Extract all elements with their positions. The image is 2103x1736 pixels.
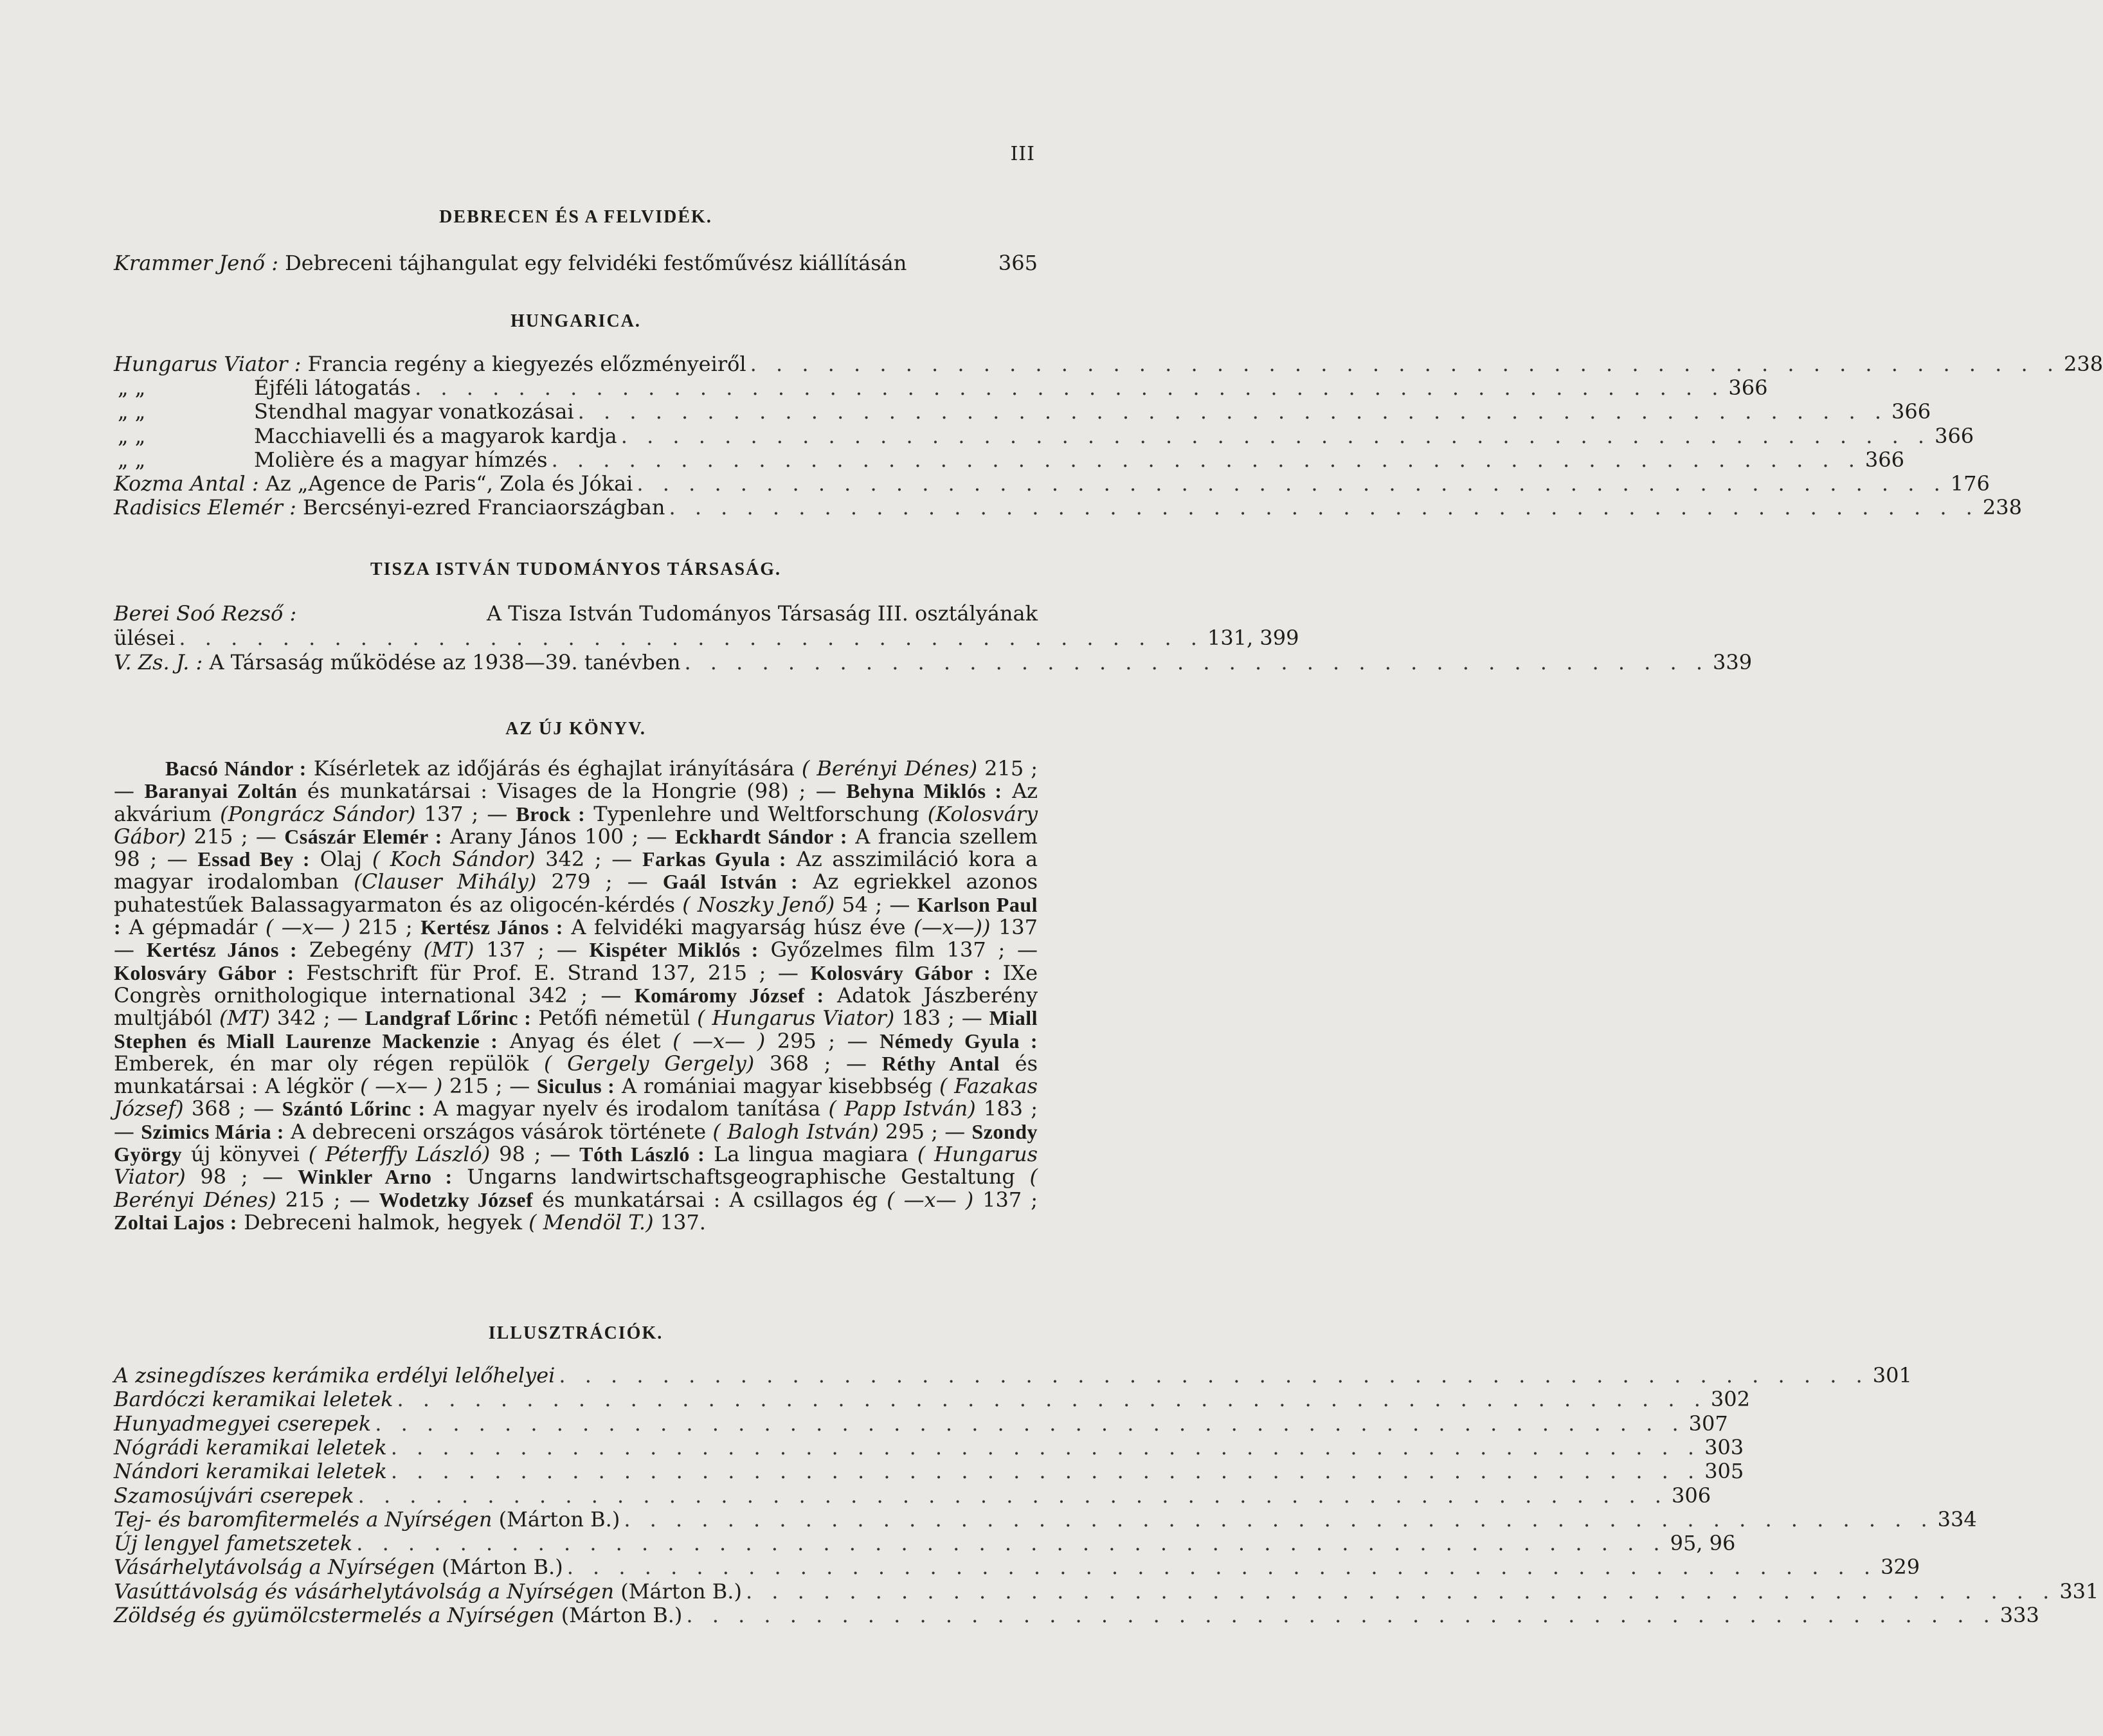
entry-page: 238 xyxy=(2064,352,2103,376)
review-page: 98 ; — xyxy=(490,1142,580,1167)
entry-author: Kozma Antal : xyxy=(114,471,259,496)
illustration-page: 307 xyxy=(1688,1411,1728,1436)
entry-page: 238 xyxy=(1982,495,2022,520)
illustration-entry: A zsinegdíszes kerámika erdélyi lelőhelyei . . . . . . . . . . . . . . . . . . . . . . . . . . . . . . . . . . . . . . . . . . . . . . . . . . . 301 xyxy=(114,1363,1912,1388)
review-page: 342 ; — xyxy=(270,1006,365,1031)
toc-entry: „ „ Éjféli látogatás . . . . . . . . . . . . . . . . . . . . . . . . . . . . . . . . . . . . . . . . . . . . . . . . . . . 366 xyxy=(114,375,1038,400)
review-book: Szimics Mária : xyxy=(141,1119,284,1143)
entry-author: V. Zs. J. : xyxy=(114,650,203,674)
review-text: Az asszimiláció kora a magyar irodalomban xyxy=(114,847,1038,894)
illustration-title: Tej- és baromfitermelés a Nyírségen xyxy=(114,1506,492,1532)
illustration-title: Vasúttávolság és vásárhelytávolság a Nyírségen xyxy=(114,1578,615,1604)
review-page: 137 ; xyxy=(973,1187,1038,1212)
section-heading-illusztraciok: ILLUSZTRÁCIÓK. xyxy=(488,1323,663,1343)
book-reviews-paragraph xyxy=(114,757,1038,1234)
review-text: Emberek, én mar oly régen repülök xyxy=(114,1051,544,1076)
review-text: új könyvei xyxy=(182,1142,309,1167)
review-book: Karlson Paul : xyxy=(114,892,1038,939)
section-heading-uj-konyv: AZ ÚJ KÖNYV. xyxy=(505,719,646,739)
review-text: Arany János 100 ; — xyxy=(442,824,675,849)
review-book: Némedy Gyula : xyxy=(880,1029,1038,1053)
review-page: 215 ; — xyxy=(186,824,285,849)
review-book: Kispéter Miklós : xyxy=(589,938,759,962)
toc-entry-continued: ülései . . . . . . . . . . . . . . . . . . . . . . . . . . . . . . . . . . . . . . . . 131, 399 xyxy=(114,626,1299,650)
entry-author: Radisics Elemér : xyxy=(114,495,296,520)
illustration-title: Vásárhelytávolság a Nyírségen xyxy=(114,1555,435,1580)
review-page: 137. xyxy=(653,1209,706,1234)
illustration-page: 333 xyxy=(1999,1603,2039,1627)
illustration-page: 305 xyxy=(1704,1459,1744,1484)
illustration-entry: Vasúttávolság és vásárhelytávolság a Nyírségen (Márton B.) . . . . . . . . . . . . . . . . . . . . . . . . . . . . . . . . . . . . . . . . . . . . . . . . . . . 331 xyxy=(114,1578,2099,1604)
review-text: Győzelmes film 137 ; — xyxy=(758,937,1038,963)
illustration-title: Nándori keramikai leletek xyxy=(114,1459,387,1484)
review-reviewer: ( Hungarus Viator) xyxy=(697,1006,895,1031)
toc-entry: „ „ Molière és a magyar hímzés . . . . . . . . . . . . . . . . . . . . . . . . . . . . . . . . . . . . . . . . . . . . . . . . . . . 366 xyxy=(114,448,1038,472)
illustration-page: 95, 96 xyxy=(1670,1531,1736,1556)
entry-title: Az „Agence de Paris“, Zola és Jókai xyxy=(265,471,633,496)
illustration-page: 302 xyxy=(1710,1387,1750,1412)
review-page: 183 ; — xyxy=(114,1096,1038,1144)
review-page: 368 ; — xyxy=(754,1051,882,1076)
review-page: 368 ; — xyxy=(183,1096,282,1121)
entry-title: Francia regény a kiegyezés előzményeiről xyxy=(307,352,746,376)
illustration-page: 334 xyxy=(1937,1506,1977,1532)
review-book: Behyna Miklós : xyxy=(846,779,1002,803)
entry-page: 366 xyxy=(1864,447,1904,472)
review-book: Wodetzky József xyxy=(379,1188,534,1211)
illustration-page: 329 xyxy=(1881,1555,1920,1580)
entry-page: 366 xyxy=(1728,375,1768,401)
illustration-entry: Bardóczi keramikai leletek . . . . . . . . . . . . . . . . . . . . . . . . . . . . . . . . . . . . . . . . . . . . . . . . . . . 302 xyxy=(114,1387,1750,1412)
review-book: Szondy György xyxy=(114,1119,1038,1166)
illustration-title: Bardóczi keramikai leletek xyxy=(114,1387,393,1412)
illustration-credit: (Márton B.) xyxy=(435,1555,563,1580)
review-book: Baranyai Zoltán xyxy=(144,779,298,803)
review-book: Miall Stephen és Miall Laurenze Mackenzie : xyxy=(114,1006,1038,1053)
review-reviewer: ( Fazakas József) xyxy=(114,1074,1038,1121)
review-reviewer: (Pongrácz Sándor) xyxy=(220,801,416,826)
toc-entry: Hungarus Viator : Francia regény a kiegyezés előzményeiről . . . . . . . . . . . . . . . . . . . . . . . . . . . . . . . . . . . . . . . . . . . . . . . . . . . 238 xyxy=(114,352,2103,376)
review-book: Szántó Lőrinc : xyxy=(282,1097,426,1121)
review-book: Essad Bey : xyxy=(197,847,311,871)
review-page: 295 ; — xyxy=(878,1119,972,1144)
entry-author: Krammer Jenő : xyxy=(114,251,278,275)
review-book: Kolosváry Gábor : xyxy=(810,961,991,984)
illustration-title: Zöldség és gyümölcstermelés a Nyírségen xyxy=(114,1603,555,1627)
review-reviewer: ( —x— ) xyxy=(672,1028,766,1053)
review-text: és munkatársai : A légkör xyxy=(114,1051,1038,1099)
illustration-credit: (Márton B.) xyxy=(554,1603,683,1627)
section-heading-tisza: TISZA ISTVÁN TUDOMÁNYOS TÁRSASÁG. xyxy=(370,559,782,579)
review-book: Landgraf Lőrinc : xyxy=(365,1006,532,1030)
review-book: Császár Elemér : xyxy=(284,824,442,848)
illustration-entry: Nándori keramikai leletek . . . . . . . . . . . . . . . . . . . . . . . . . . . . . . . . . . . . . . . . . . . . . . . . . . . 305 xyxy=(114,1459,1744,1484)
section-heading-debrecen: DEBRECEN ÉS A FELVIDÉK. xyxy=(439,207,712,227)
entry-title: A Tisza István Tudományos Társaság III. osztályának xyxy=(486,601,1038,626)
review-page: 54 ; — xyxy=(835,892,917,917)
illustration-entry: Új lengyel fametszetek . . . . . . . . . . . . . . . . . . . . . . . . . . . . . . . . . . . . . . . . . . . . . . . . . . . 95, 96 xyxy=(114,1531,1736,1556)
entry-author: Hungarus Viator : xyxy=(114,352,302,376)
review-text: A magyar nyelv és irodalom tanítása xyxy=(425,1096,829,1121)
review-book: Winkler Arno : xyxy=(297,1165,453,1189)
review-book: Zoltai Lajos : xyxy=(114,1210,237,1234)
review-book: Tóth László : xyxy=(579,1143,705,1166)
illustration-title: Nógrádi keramikai leletek xyxy=(114,1434,387,1460)
review-text: A gépmadár xyxy=(121,915,266,940)
review-text: Debreceni halmok, hegyek xyxy=(237,1209,529,1234)
review-book: Komáromy József : xyxy=(634,983,824,1007)
review-book: Farkas Gyula : xyxy=(642,847,787,871)
illustration-entry: Szamosújvári cserepek . . . . . . . . . . . . . . . . . . . . . . . . . . . . . . . . . . . . . . . . . . . . . . . . . . . 306 xyxy=(114,1483,1711,1508)
review-text: Olaj xyxy=(310,847,372,872)
review-reviewer: (Clauser Mihály) xyxy=(354,869,537,894)
review-page: 183 ; — xyxy=(894,1006,989,1031)
ditto-mark: „ „ xyxy=(118,375,146,401)
illustration-entry: Vásárhelytávolság a Nyírségen (Márton B.) . . . . . . . . . . . . . . . . . . . . . . . . . . . . . . . . . . . . . . . . . . . . . . . . . . . 329 xyxy=(114,1555,1920,1580)
page-number: III xyxy=(1010,143,1035,165)
entry-title: Debreceni tájhangulat egy felvidéki festőművész kiállításán xyxy=(285,251,907,275)
entry-title: Molière és a magyar hímzés xyxy=(254,447,548,472)
illustration-page: 303 xyxy=(1704,1434,1744,1460)
review-text: Ungarns landwirtschaftsgeographische Gestaltung xyxy=(452,1164,1030,1189)
review-book: Brock : xyxy=(516,802,586,826)
review-reviewer: ( Noszky Jenő) xyxy=(682,892,835,917)
entry-title: Bercsényi-ezred Franciaországban xyxy=(303,495,665,520)
review-book: Bacsó Nándor : xyxy=(165,757,307,780)
review-page: 137 — xyxy=(114,915,1038,963)
review-text: Zebegény xyxy=(297,937,424,963)
toc-entry xyxy=(114,251,1038,275)
toc-entry: „ „ Macchiavelli és a magyarok kardja . . . . . . . . . . . . . . . . . . . . . . . . . . . . . . . . . . . . . . . . . . . . . . . . . . . 366 xyxy=(114,424,1038,448)
review-page: 137 ; — xyxy=(474,937,590,963)
illustration-title: Új lengyel fametszetek xyxy=(114,1531,353,1556)
review-text: Kísérletek az időjárás és éghajlat irányítására xyxy=(306,756,802,781)
review-page: 215 ; — xyxy=(442,1074,537,1099)
review-text: A debreceni országos vásárok története xyxy=(284,1119,713,1144)
review-page: 295 ; — xyxy=(765,1028,880,1053)
review-reviewer: ( —x— ) xyxy=(360,1074,443,1099)
review-text: Typenlehre und Weltforschung xyxy=(585,801,928,826)
review-book: Gaál István : xyxy=(662,870,799,894)
review-text: La lingua magiara xyxy=(705,1142,917,1167)
review-reviewer: (MT) xyxy=(219,1006,271,1031)
entry-page: 339 xyxy=(1713,650,1753,674)
toc-entry: „ „ Stendhal magyar vonatkozásai . . . . . . . . . . . . . . . . . . . . . . . . . . . . . . . . . . . . . . . . . . . . . . . . . . . 366 xyxy=(114,399,1038,424)
illustration-title: Hunyadmegyei cserepek xyxy=(114,1411,372,1436)
review-reviewer: ( Hungarus Viator) xyxy=(114,1142,1038,1189)
review-reviewer: (Kolosváry Gábor) xyxy=(114,801,1038,849)
illustration-entry: Zöldség és gyümölcstermelés a Nyírségen (Márton B.) . . . . . . . . . . . . . . . . . . . . . . . . . . . . . . . . . . . . . . . . . . . . . . . . . . . 333 xyxy=(114,1603,2039,1627)
review-reviewer: ( Papp István) xyxy=(828,1096,976,1121)
review-reviewer: ( Berényi Dénes) xyxy=(114,1164,1038,1212)
entry-page: 131, 399 xyxy=(1207,626,1299,650)
review-text: Az akvárium xyxy=(114,779,1038,826)
ditto-mark: „ „ xyxy=(118,447,146,472)
review-book: Eckhardt Sándor : xyxy=(674,824,848,848)
entry-title: Éjféli látogatás xyxy=(254,375,411,401)
review-book: Kolosváry Gábor : xyxy=(114,961,294,984)
review-text: Az egriekkel azonos puhatestűek Balassagyarmaton és az oligocén-kérdés xyxy=(114,869,1038,917)
illustration-page: 331 xyxy=(2059,1578,2099,1604)
illustration-title: Szamosújvári cserepek xyxy=(114,1483,354,1508)
entry-title: A Társaság működése az 1938—39. tanévben xyxy=(209,650,681,674)
review-text: IXe Congrès ornithologique international 342 ; — xyxy=(114,960,1038,1008)
entry-page: 366 xyxy=(1891,399,1931,424)
entry-title: Macchiavelli és a magyarok kardja xyxy=(254,423,617,448)
review-reviewer: ( Mendöl T.) xyxy=(528,1209,654,1234)
entry-author: Berei Soó Rezső : xyxy=(114,601,297,626)
review-page: 279 ; — xyxy=(536,869,663,894)
review-text: Adatok Jászberény multjából xyxy=(114,982,1038,1031)
review-page: 342 ; — xyxy=(535,847,642,872)
toc-entry: Kozma Antal : Az „Agence de Paris“, Zola és Jókai . . . . . . . . . . . . . . . . . . . . . . . . . . . . . . . . . . . . . . . . . . . . . . . . . . . 176 xyxy=(114,471,1990,496)
review-text: és munkatársai : Visages de la Hongrie (98) ; — xyxy=(297,779,847,804)
review-book: Réthy Antal xyxy=(881,1051,1000,1075)
section-heading-hungarica: HUNGARICA. xyxy=(510,311,641,331)
review-reviewer: ( Gergely Gergely) xyxy=(544,1051,755,1076)
review-page: 98 ; — xyxy=(185,1164,298,1189)
review-page: 215 ; — xyxy=(114,756,1038,804)
entry-title: Stendhal magyar vonatkozásai xyxy=(254,399,574,424)
review-reviewer: ( Koch Sándor) xyxy=(372,847,536,872)
review-reviewer: ( Berényi Dénes) xyxy=(801,756,978,781)
review-text: A felvidéki magyarság húsz éve xyxy=(563,915,914,940)
entry-title-continued: ülései xyxy=(114,626,176,650)
review-book: Kertész János : xyxy=(146,938,298,962)
illustration-title: A zsinegdíszes kerámika erdélyi lelőhelyei xyxy=(114,1363,555,1388)
review-reviewer: ( —x— ) xyxy=(265,915,350,940)
review-text: Petőfi németül xyxy=(531,1006,698,1031)
review-text: A romániai magyar kisebbség xyxy=(615,1074,939,1099)
illustration-page: 306 xyxy=(1671,1483,1711,1508)
toc-entry: V. Zs. J. : A Társaság működése az 1938—39. tanévben . . . . . . . . . . . . . . . . . . . . . . . . . . . . . . . . . . . . . . . . 339 xyxy=(114,650,1753,674)
entry-page: 365 xyxy=(998,251,1038,275)
entry-page: 176 xyxy=(1950,471,1990,496)
ditto-mark: „ „ xyxy=(118,399,146,424)
illustration-entry: Hunyadmegyei cserepek . . . . . . . . . . . . . . . . . . . . . . . . . . . . . . . . . . . . . . . . . . . . . . . . . . . 307 xyxy=(114,1411,1728,1436)
review-text: A francia szellem 98 ; — xyxy=(114,824,1038,872)
review-text: és munkatársai : A csillagos ég xyxy=(533,1187,887,1212)
toc-entry: Radisics Elemér : Bercsényi-ezred Franciaországban . . . . . . . . . . . . . . . . . . . . . . . . . . . . . . . . . . . . . . . . . . . . . . . . . . . 238 xyxy=(114,495,2022,520)
toc-entry xyxy=(114,601,1038,626)
review-text: Festschrift für Prof. E. Strand 137, 215 ; — xyxy=(294,960,811,985)
entry-page: 366 xyxy=(1935,423,1974,448)
review-reviewer: (MT) xyxy=(423,937,474,963)
review-page: 137 ; — xyxy=(415,801,516,826)
review-book: Siculus : xyxy=(536,1074,615,1098)
illustration-credit: (Márton B.) xyxy=(614,1578,742,1604)
review-reviewer: ( Péterffy László) xyxy=(308,1142,491,1167)
review-book: Kertész János : xyxy=(420,916,563,939)
illustration-entry: Nógrádi keramikai leletek . . . . . . . . . . . . . . . . . . . . . . . . . . . . . . . . . . . . . . . . . . . . . . . . . . . 303 xyxy=(114,1434,1744,1460)
review-page: 215 ; — xyxy=(276,1187,379,1212)
review-page: 215 ; xyxy=(350,915,421,940)
review-reviewer: ( Balogh István) xyxy=(712,1119,879,1144)
illustration-page: 301 xyxy=(1872,1363,1912,1388)
illustration-credit: (Márton B.) xyxy=(492,1506,620,1532)
review-reviewer: (—x—)) xyxy=(913,915,991,940)
review-text: Anyag és élet xyxy=(498,1028,673,1053)
ditto-mark: „ „ xyxy=(118,423,146,448)
review-reviewer: ( —x— ) xyxy=(887,1187,974,1212)
illustration-entry: Tej- és baromfitermelés a Nyírségen (Márton B.) . . . . . . . . . . . . . . . . . . . . . . . . . . . . . . . . . . . . . . . . . . . . . . . . . . . 334 xyxy=(114,1506,1977,1532)
